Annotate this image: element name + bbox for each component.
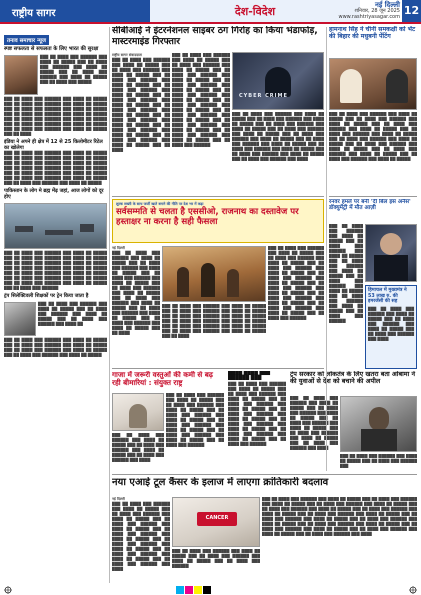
middle-brief-body: ███ ██ ████ ███ ██████ ███ ████ ██ █████ ███ ██ ████ ███ ██████ ███ ████ ██ █████ ███ ██ ████ ███ ██████ ███ ████ ██ █████ ███ ██ ████ ███ ██████ ███ ████ ██ █████ ███ ██ ████ ███ ██████ ███ ████ ██ █████ ███ ██ ████ ███ ██████ ███ ████ ██ █████ ███ ██ ████ ███ ██████ <box>228 381 286 446</box>
registration-mark-right-icon <box>409 586 417 594</box>
column-divider-right <box>326 27 327 471</box>
left-story1-headline: स्पष्ट सफलता से सफलता के लिए भारत की सुरक्षा <box>4 46 99 52</box>
left-story3-body: ███ ██ ████ ███ ██████ ███ ████ ██ █████ ███ ██ ████ ███ ██████ ███ ████ ██ █████ ███ ██ ████ ███ ██████ ███ ████ ██ █████ ███ ██ ████ ███ ██████ ███ ████ ██ █████ ███ ██ ████ ███ ██████ ███ ████ ██ █████ ███ ██ ████ ███ ██████ ███ ████ ██ █████ ███ ██ ████ ███ ██████ ███ ████ ██ █████ ███ ██ ████ ███ ██████ <box>4 250 107 290</box>
right-top-photo <box>329 58 417 110</box>
bottom-byline: नई दिल्ली <box>112 497 125 501</box>
right-side-box-headline: हिमाचल में मुख्यमंत्र ने 53 लाख रु. की इमरजेंसी की सह <box>368 288 407 305</box>
lead-byline: राष्ट्रीय सागर संवाददाता <box>112 53 142 57</box>
lead-photo-caption: CYBER CRIME <box>239 93 288 99</box>
left-story3-photo <box>4 203 107 249</box>
box-story-headline: सर्वसम्मति से चलता है एससीओ, राजनाथ का दस्तावेज पर हस्ताक्षर ना करना है सही फैसला <box>116 207 299 227</box>
divider-lead <box>112 196 324 197</box>
middle-brief-headline: ████ ████ ███ ██████ ███ <box>228 371 271 382</box>
trump-body-col1: ███ ██ ████ ███ ██████ ███ ████ ██ █████ ███ ██ ████ ███ ██████ ███ ████ ██ █████ ███ ██ ████ ███ ██████ ███ ████ ██ █████ ███ ██ ████ ███ ██████ ███ ████ ██ █████ ███ ██ ████ ███ ██████ ███ ████ <box>290 396 338 450</box>
right-mid-headline: रनवर हमले पर बनी 'दी बिल इंस अनैस' डॉक्युमेंट्री में मौत आज़ी <box>329 199 411 212</box>
trump-body-col2: ███ ██ ████ ███ ██████ ███ ████ ██ █████ ███ ██ ████ ███ ██████ ███ <box>340 454 417 468</box>
box-body-col2: ███ ██ ████ ███ ██████ ███ ████ ██ █████ ███ ██ ████ ███ ██████ ███ ████ ██ █████ ███ ██ ████ ███ ██████ ███ ████ ██ █████ ███ ██ ████ ███ ██████ ███ ████ ██ █████ ███ ██ ████ ███ ██████ ███ ████ ██ █████ ███ ██ ████ ███ ██████ ███ ████ ██ █████ ███ ██ ████ <box>162 304 266 338</box>
paper-name: राष्ट्रीय सागर <box>0 0 150 22</box>
registration-mark-icon <box>4 586 12 594</box>
bottom-body-col1: ███ ██ ████ ███ ██████ ███ ████ ██ █████ ███ ██ ████ ███ ██████ ███ ████ ██ █████ ███ ██ ████ ███ ██████ ███ ████ ██ █████ ███ ██ ████ ███ ██████ ███ ████ ██ █████ ███ ██ ████ ███ ██████ ███ ████ ██ █████ ███ ██ ████ ███ ██████ ███ ████ ██ █████ ███ ██ ████ ███ ██████ ███ ████ <box>112 502 170 571</box>
left-story1-photo <box>4 55 38 95</box>
right-side-box-body: ███ ██ ████ ███ ██████ ███ ████ ██ █████ ███ ██ ████ ███ ██████ ███ ████ ██ █████ ███ ██ ████ ███ ██████ ███ ████ <box>368 306 414 341</box>
box-story-kicker: शुल्क सख्ती के साथ फर्जी खाते बनाने की नीति पर देश भर में कड़ा <box>116 202 204 206</box>
left-story2-body: ███ ██ ████ ███ ██████ ███ ████ ██ █████ ███ ██ ████ ███ ██████ ███ ████ ██ █████ ███ ██ ████ ███ ██████ ███ ████ ██ █████ ███ ██ ████ ███ ██████ ███ ████ ██ █████ ███ ██ ████ ███ ██████ ███ ████ ██ █████ ███ ██ ████ ███ ██████ ███ ████ ██ █████ ███ ██ ████ ███ ██████ ███ ████ ██ █████ <box>4 151 107 186</box>
bottom-body-col2: ███ ██ ████ ███ ██████ ███ ████ ██ █████ ███ ██ ████ ███ ██████ ███ ████ ██ █████ ███ ██ ████ ███ ██████ <box>172 549 260 568</box>
left-story4-headline: ट्रंप सिलेक्टिवली शिक्षकों पर ट्रेन किया जाता है <box>4 292 89 299</box>
box-body-col1: ███ ██ ████ ███ ██████ ███ ████ ██ █████ ███ ██ ████ ███ ██████ ███ ████ ██ █████ ███ ██ ████ ███ ██████ ███ ████ ██ █████ ███ ██ ████ ███ ██████ ███ ████ ██ █████ ███ ██ ████ ███ ██████ ███ ████ ██ █████ ███ ██ ████ ███ ██████ ███ ████ ██ █████ ███ ██ ████ ███ ██████ ███ ████ ██ █████ ███ ██ ████ <box>112 251 160 335</box>
date: शनिवार, 28 जून 2025 <box>354 8 400 14</box>
left-story1-body-cont: ███ ██ ████ ███ ██████ ███ ████ ██ █████ ███ ██ ████ ███ ██████ ███ ████ ██ █████ ███ ██ ████ ███ ██████ ███ ████ ██ █████ ███ ██ ████ ███ ██████ ███ ████ ██ █████ ███ ██ ████ ███ ██████ ███ ████ ██ █████ ███ ██ ████ ███ ██████ ███ ████ ██ █████ ███ ██ ████ ███ ██████ ███ ████ ██ █████ ███ ██ ████ <box>4 96 107 136</box>
right-side-box <box>365 285 417 369</box>
box-story-photo <box>162 246 266 302</box>
bottom-body-col3: ███ ██ ████ ███ ██████ ███ ████ ██ █████ ███ ██ ████ ███ ██████ ███ ████ ██ █████ ███ ██ ████ ███ ██████ ███ ████ ██ █████ ███ ██ ████ ███ ██████ ███ ████ ██ █████ ███ ██ ████ ███ ██████ ███ ████ ██ █████ ███ ██ ████ ███ ██████ ███ ████ ██ █████ ███ ██ ████ ███ ██████ ███ ████ ██ █████ ███ ██ ████ ███ ██████ ███ ████ ██ █████ ███ ██ ████ ███ ██████ ███ ████ ██ █████ ███ ██ ████ ███ ██████ ███ ████ ██ █████ ███ ██ ████ ███ ██████ ███ ████ ██ █████ ███ ██ ████ ███ ██████ ███ ████ <box>262 497 417 536</box>
box-story <box>112 199 324 243</box>
box-byline: नई दिल्ली <box>112 246 125 250</box>
city: नई दिल्ली <box>374 1 400 9</box>
left-story2-headline: इंडिया ने अपने ही क्षेत्र में 12 से 25 किलोमीटर रिटेल का खोलेगा <box>4 138 103 151</box>
lead-headline: सीबीआई ने इंटरनेशनल साइबर ठग गिरोह का किया भंडाफोड़, मास्टरमाइंड गिरफ्तार <box>112 26 318 47</box>
left-story4-body: ███ ██ ████ ███ ██████ ███ ████ ██ █████ ███ ██ ████ ███ ██████ ███ ████ ██ █████ ███ ██ ████ ███ ██████ ███ ████ ██ <box>38 301 107 326</box>
trump-photo <box>340 396 417 452</box>
divider-right <box>329 196 417 197</box>
gaza-photo <box>112 393 164 431</box>
date-block <box>330 2 400 22</box>
right-top-headline: हामनाथ सिंह ने चीनी समकक्षी को भेंट की बिहार की मधुबनी पेंटिंग <box>329 26 416 41</box>
divider-box <box>112 368 324 369</box>
left-story3-headline: पाकिस्तान के लोग मे ब्रह्म मेंढ़ जहां, आज लोगों को दूर होए <box>4 188 104 201</box>
masthead-rule <box>0 22 421 24</box>
gaza-headline: गाजा में जरूरी वस्तुओं की कमी से बढ़ रही बीमारियां : संयुक्त राष्ट्र <box>112 371 213 388</box>
left-column <box>4 27 107 583</box>
divider-bottom <box>112 474 417 475</box>
left-story1-body: ███ ██ ████ ███ ██████ ███ ████ ██ █████ ███ ██ ████ ███ ██████ ███ ████ ██ █████ ███ ██ ████ ███ ██████ ███ ████ ██ █████ ███ ██ ████ ███ █████ <box>40 54 107 84</box>
page-number: 12 <box>402 0 421 22</box>
lead-body-col3: ███ ██ ████ ███ ██████ ███ ████ ██ █████ ███ ██ ████ ███ ██████ ███ ████ ██ █████ ███ ██ ████ ███ ██████ ███ ████ ██ █████ ███ ██ ████ ███ ██████ ███ ████ ██ █████ ███ ██ ████ ███ ██████ ███ ████ ██ █████ ███ ██ ████ ███ ██████ ███ ████ ██ █████ ███ ██ ████ ███ ██████ ███ ████ ██ █████ ███ ██ ████ ███ ██████ ███ ████ ██ █████ ███ ██ ████ ███ ██████ ███ ████ <box>232 112 324 161</box>
website: www.rashtriyasagar.com <box>338 14 400 20</box>
masthead <box>0 0 421 22</box>
bottom-photo-cancer <box>172 497 260 547</box>
left-section-label: तनाव समाचार न्यूज <box>4 35 49 45</box>
bottom-photo-caption: CANCER <box>205 515 229 521</box>
section-title: देश-विदेश <box>150 0 360 22</box>
lead-photo-cyber-crime <box>232 52 324 110</box>
right-top-body: ███ ██ ████ ███ ██████ ███ ████ ██ █████ ███ ██ ████ ███ ██████ ███ ████ ██ █████ ███ ██ ████ ███ ██████ ███ ████ ██ █████ ███ ██ ████ ███ ██████ ███ ████ ██ █████ ███ ██ ████ ███ ██████ ███ ████ ██ █████ ███ ██ ████ ███ ██████ ███ ████ ██ █████ ███ ██ ████ ███ ██████ ███ ████ ██ █████ ███ ██ ████ ███ ██████ ███ ████ ██ █████ <box>329 112 417 161</box>
right-mid-body-col1: ███ ██ ████ ███ ██████ ███ ████ ██ █████ ███ ██ ████ ███ ██████ ███ ████ ██ █████ ███ ██ ████ ███ ██████ ███ ████ ██ █████ ███ ██ ████ ███ ██████ ███ ████ ██ █████ ███ ██ ████ ███ ██████ ███ ████ ██ █████ ███ ██ ████ ███ ██████ <box>329 224 363 323</box>
right-mid-photo <box>365 224 417 282</box>
print-footer <box>0 586 421 595</box>
left-story4-body-cont: ███ ██ ████ ███ ██████ ███ ████ ██ █████ ███ ██ ████ ███ ██████ ███ ████ ██ █████ ███ ██ ████ ███ ██████ ███ ████ ██ █████ ███ ██ ████ ███ ██████ ███ ████ ██ █████ <box>4 337 107 357</box>
trump-headline: ट्रंप सरकार को लोकतंत्र के लिए खतरा बता ओबामा ने की युवाओं से देश को बचाने की अपील <box>290 371 415 386</box>
bottom-headline: नया एआई टूल कैंसर के इलाज में लाएगा क्रांतिकारी बदलाव <box>112 477 329 488</box>
column-divider-left <box>109 27 110 583</box>
lead-body-col2: ███ ██ ████ ███ ██████ ███ ████ ██ █████ ███ ██ ████ ███ ██████ ███ ████ ██ █████ ███ ██ ████ ███ ██████ ███ ████ ██ █████ ███ ██ ████ ███ ██████ ███ ████ ██ █████ ███ ██ ████ ███ ██████ ███ ████ ██ █████ ███ ██ ████ ███ ██████ ███ ████ ██ █████ ███ ██ ████ ███ ██████ ███ ████ ██ █████ ███ ██ ████ ███ ██████ ███ ████ ██ █████ ███ ██ ████ ███ ██████ ███ ████ ██ █████ ███ ██ ████ ███ ██████ <box>172 53 230 147</box>
box-body-col3: ███ ██ ████ ███ ██████ ███ ████ ██ █████ ███ ██ ████ ███ ██████ ███ ████ ██ █████ ███ ██ ████ ███ ██████ ███ ████ ██ █████ ███ ██ ████ ███ ██████ ███ ████ ██ █████ ███ ██ ████ ███ ██████ ███ ████ ██ █████ ███ ██ ████ ███ ██████ ███ ████ ██ █████ ███ ██ ████ ███ ██████ ███ ████ ██ █████ ███ ██ ████ ███ ██████ <box>268 246 324 320</box>
lead-body-col1: ███ ██ ████ ███ ██████ ███ ████ ██ █████ ███ ██ ████ ███ ██████ ███ ████ ██ █████ ███ ██ ████ ███ ██████ ███ ████ ██ █████ ███ ██ ████ ███ ██████ ███ ████ ██ █████ ███ ██ ████ ███ ██████ ███ ████ ██ █████ ███ ██ ████ ███ ██████ ███ ████ ██ █████ ███ ██ ████ ███ ██████ ███ ████ ██ █████ ███ ██ ████ ███ ██████ ███ ████ ██ █████ ███ ██ ████ ███ ██████ ███ ████ ██ █████ ███ ██ ████ <box>112 58 170 152</box>
gaza-body-col2: ███ ██ ████ ███ ██████ ███ ████ ██ █████ ███ ██ ████ ███ ██████ ███ ████ ██ █████ ███ ██ ████ ███ ██████ ███ ████ ██ █████ ███ ██ ████ ███ ██████ ███ ████ ██ █████ ███ ██ ████ ███ ██████ ███ ████ ██ █████ ███ ██ ████ ███ ██████ <box>166 393 224 447</box>
color-bar <box>176 586 211 594</box>
gaza-body-col1: ███ ██ ████ ███ ██████ ███ ████ ██ █████ ███ ██ ████ ███ ██████ ███ ████ ██ █████ ███ ██ ████ ███ ██████ ███ ████ <box>112 433 164 462</box>
left-story4-photo <box>4 302 36 336</box>
